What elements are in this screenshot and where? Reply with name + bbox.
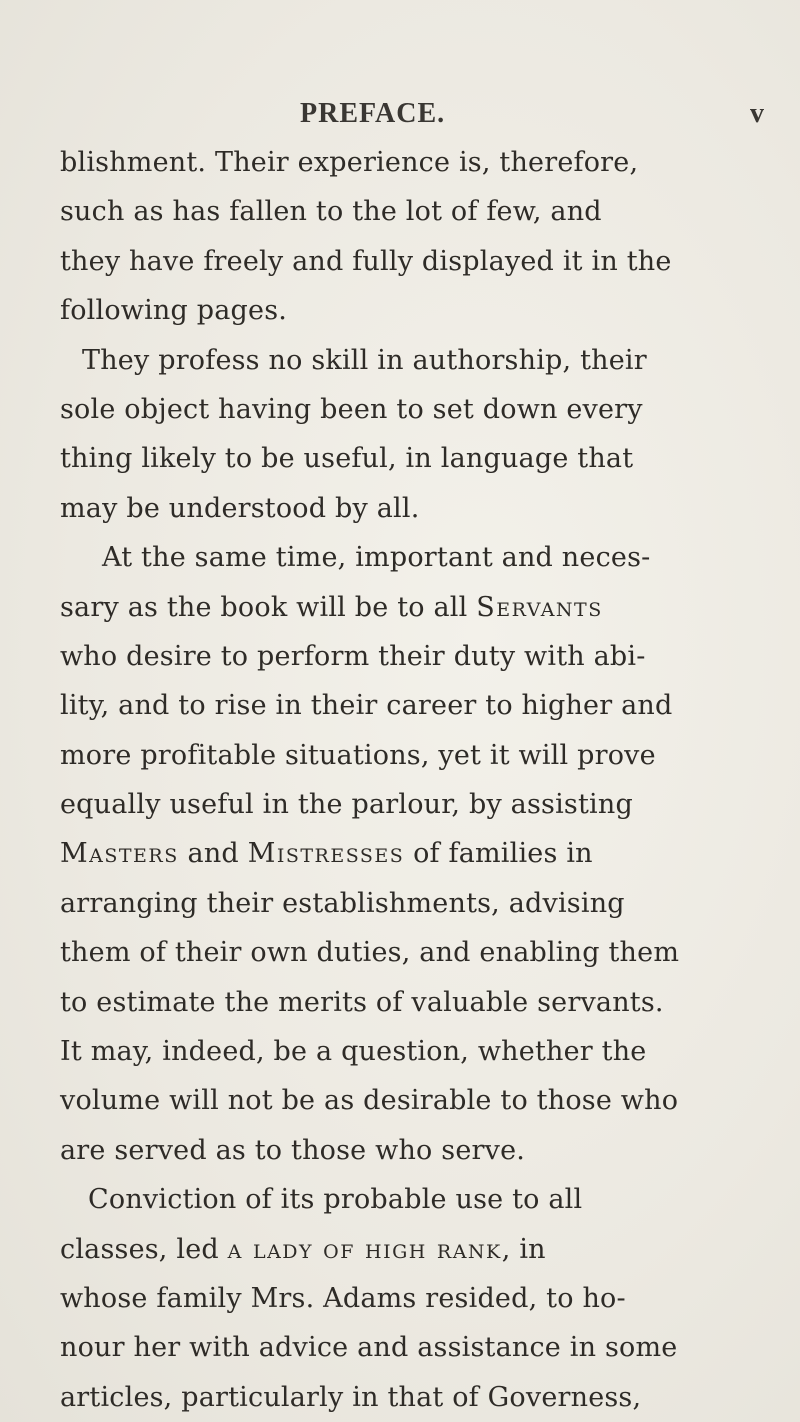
text-line: volume will not be as desirable to those who xyxy=(60,1085,679,1117)
text-line: them of their own duties, and enabling them xyxy=(60,937,680,969)
text-line: following pages. xyxy=(60,295,288,327)
text-line: more profitable situations, yet it will prove xyxy=(60,739,656,771)
text-line: such as has fallen to the lot of few, and xyxy=(60,196,602,228)
page-header xyxy=(0,98,800,138)
text-line: arranging their establishments, advising xyxy=(60,887,625,919)
paragraph-start: They profess no skill in authorship, their xyxy=(82,344,647,376)
body-text xyxy=(60,138,790,1422)
text-line: blishment. Their experience is, therefore, xyxy=(60,147,639,178)
text-line: thing likely to be useful, in language that xyxy=(60,443,634,475)
text-line: It may, indeed, be a question, whether the xyxy=(60,1036,647,1068)
text-line: may be understood by all. xyxy=(60,492,420,524)
paragraph-start: At the same time, important and neces- xyxy=(102,542,651,574)
text-line: classes, led a lady of high rank, in xyxy=(60,1233,546,1265)
text-line: equally useful in the parlour, by assisting xyxy=(60,789,633,821)
text-line: are served as to those who serve. xyxy=(60,1134,526,1166)
text-line: articles, particularly in that of Governess, xyxy=(60,1381,642,1413)
text-line: whose family Mrs. Adams resided, to ho- xyxy=(60,1282,626,1314)
page-number: v xyxy=(750,98,764,129)
text-line: lity, and to rise in their career to higher and xyxy=(60,690,673,722)
paragraph-start: Conviction of its probable use to all xyxy=(88,1184,583,1216)
running-head: PREFACE. xyxy=(300,98,446,129)
text-line: they have freely and fully displayed it in the xyxy=(60,245,672,277)
text-line: to estimate the merits of valuable servants. xyxy=(60,986,664,1018)
text-line: who desire to perform their duty with abi- xyxy=(60,640,646,672)
text-line: sary as the book will be to all Servants xyxy=(60,591,603,623)
text-line: sole object having been to set down every xyxy=(60,393,643,425)
text-line: Masters and Mistresses of families in xyxy=(60,838,593,870)
text-line: nour her with advice and assistance in some xyxy=(60,1332,678,1364)
